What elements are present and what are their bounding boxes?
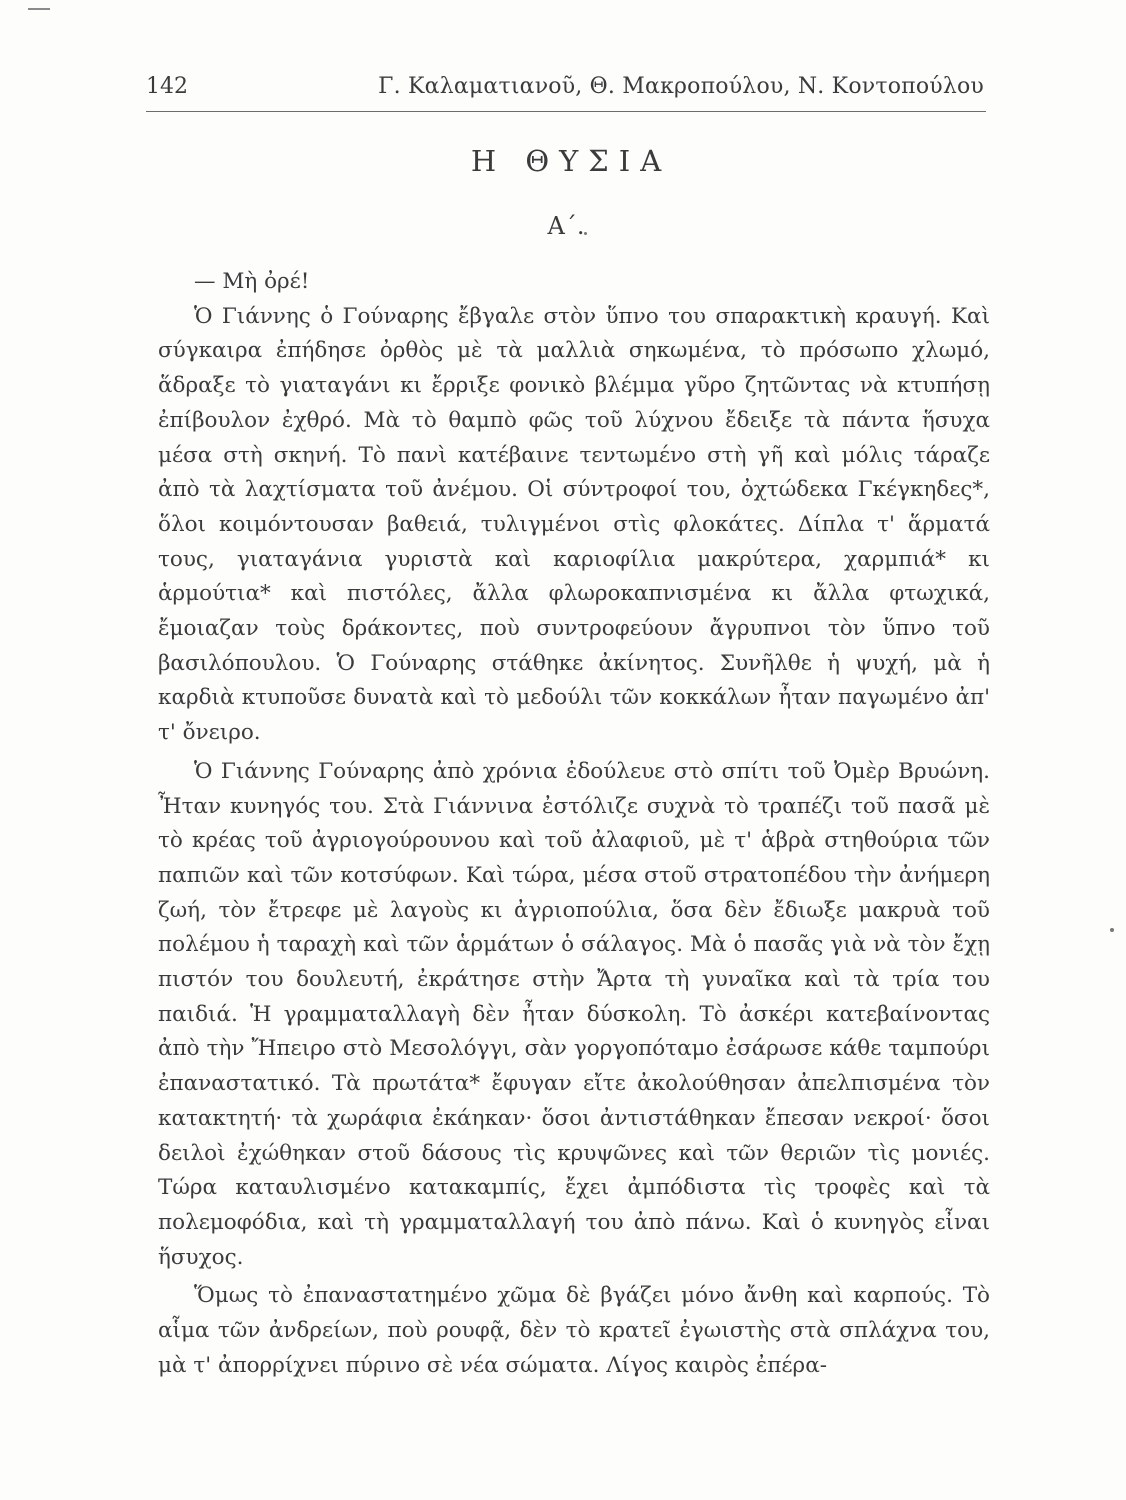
chapter-title: Η ΘΥΣΙΑ [470,144,672,178]
paragraph: Ὁ Γιάννης ὁ Γούναρης ἔβγαλε στὸν ὕπνο του σπαρακτικὴ κραυγή. Καὶ σύγκαιρα ἐπήδησε ὀρθὸς μὲ τὰ μαλλιὰ σηκωμένα, τὸ πρόσωπο χλωμό, ἅδραξε τὸ γιαταγάνι κι ἔρριξε φονικὸ βλέμμα γῦρο ζητῶντας νὰ κτυπήσῃ ἐπίβουλον ἐχθρό. Μὰ τὸ θαμπὸ φῶς τοῦ λύχνου ἔδειξε τὰ πάντα ἥσυχα μέσα στὴ σκηνή. Τὸ πανὶ κατέβαινε τεντωμένο στὴ γῆ καὶ μόλις τάραζε ἀπὸ τὰ λαχτίσματα τοῦ ἀνέμου. Οἱ σύντροφοί του, ὀχτώδεκα Γκέγκηδες*, ὅλοι κοιμόντουσαν βαθειά, τυλιγμένοι στὶς φλοκάτες. Δίπλα τ' ἅρματά τους, γιαταγάνια γυριστὰ καὶ καριοφίλια μακρύτερα, χαρμπιά* κι ἁρμούτια* καὶ πιστόλες, ἄλλα φλωροκαπνισμένα κι ἄλλα φτωχικά, ἔμοιαζαν τοὺς δράκοντες, ποὺ συντροφεύουν ἄγρυπνοι τὸν ὕπνο τοῦ βασιλόπουλου. Ὁ Γούναρης στάθηκε ἀκίνητος. Συνῆλθε ἡ ψυχή, μὰ ἡ καρδιὰ κτυποῦσε δυνατὰ καὶ τὸ μεδούλι τῶν κοκκάλων ἦταν παγωμένο ἀπ' τ' ὄνειρο. [158,303,990,746]
page-number: 142 [146,74,188,99]
body-text [158,265,990,1384]
running-head [146,74,984,110]
scan-speck [1110,928,1114,932]
header-rule [146,111,986,112]
paragraph: Ὁ Γιάννης Γούναρης ἀπὸ χρόνια ἐδούλευε στὸ σπίτι τοῦ Ὀμὲρ Βρυώνη. Ἦταν κυνηγός του. Στὰ Γιάννινα ἐστόλιζε συχνὰ τὸ τραπέζι τοῦ πασᾶ μὲ τὸ κρέας τοῦ ἀγριογούρουνου καὶ τοῦ ἀλαφιοῦ, μὲ τ' ἁβρὰ στηθούρια τῶν παπιῶν καὶ τῶν κοτσύφων. Καὶ τώρα, μέσα στοῦ στρατοπέδου τὴν ἀνήμερη ζωή, τὸν ἔτρεφε μὲ λαγοὺς κι ἀγριοπούλια, ὅσα δὲν ἔδιωξε μακρυὰ τοῦ πολέμου ἡ ταραχὴ καὶ τῶν ἁρμάτων ὁ σάλαγος. Μὰ ὁ πασᾶς γιὰ νὰ τὸν ἔχῃ πιστόν του δουλευτή, ἐκράτησε στὴν Ἄρτα τὴ γυναῖκα καὶ τὰ τρία του παιδιά. Ἡ γραμματαλλαγὴ δὲν ἦταν δύσκολη. Τὸ ἀσκέρι κατεβαίνοντας ἀπὸ τὴν Ἤπειρο στὸ Μεσολόγγι, σὰν γοργοπόταμο ἐσάρωσε κάθε ταμπούρι ἐπαναστατικό. Τὰ πρωτάτα* ἔφυγαν εἴτε ἀκολούθησαν ἀπελπισμένα τὸν κατακτητή· τὰ χωράφια ἐκάηκαν· ὅσοι ἀντιστάθηκαν ἔπεσαν νεκροί· ὅσοι δειλοὶ ἐχώθηκαν στοῦ δάσους τὶς κρυψῶνες καὶ τῶν θεριῶν τὶς μονιές. Τώρα καταυλισμένο κατακαμπίς, ἔχει ἀμπόδιστα τὶς τροφὲς καὶ τὰ πολεμοφόδια, καὶ τὴ γραμματαλλαγή του ἀπὸ πάνω. Καὶ ὁ κυνηγὸς εἶναι ἥσυχος. [158,758,990,1270]
running-head-authors: Γ. Καλαματιανοῦ, Θ. Μακροπούλου, Ν. Κοντοπούλου [378,74,984,99]
paragraph: — Μὴ ὀρέ! [194,269,310,294]
section-number: Α΄. [547,212,585,240]
scan-speck [584,232,587,235]
paragraph: Ὅμως τὸ ἐπαναστατημένο χῶμα δὲ βγάζει μόνο ἄνθη καὶ καρπούς. Τὸ αἷμα τῶν ἀνδρείων, ποὺ ρουφᾷ, δὲν τὸ κρατεῖ ἐγωιστὴς στὰ σπλάχνα του, μὰ τ' ἀπορρίχνει πύρινο σὲ νέα σώματα. Λίγος καιρὸς ἐπέρα- [158,1283,990,1378]
scan-mark [28,8,50,10]
